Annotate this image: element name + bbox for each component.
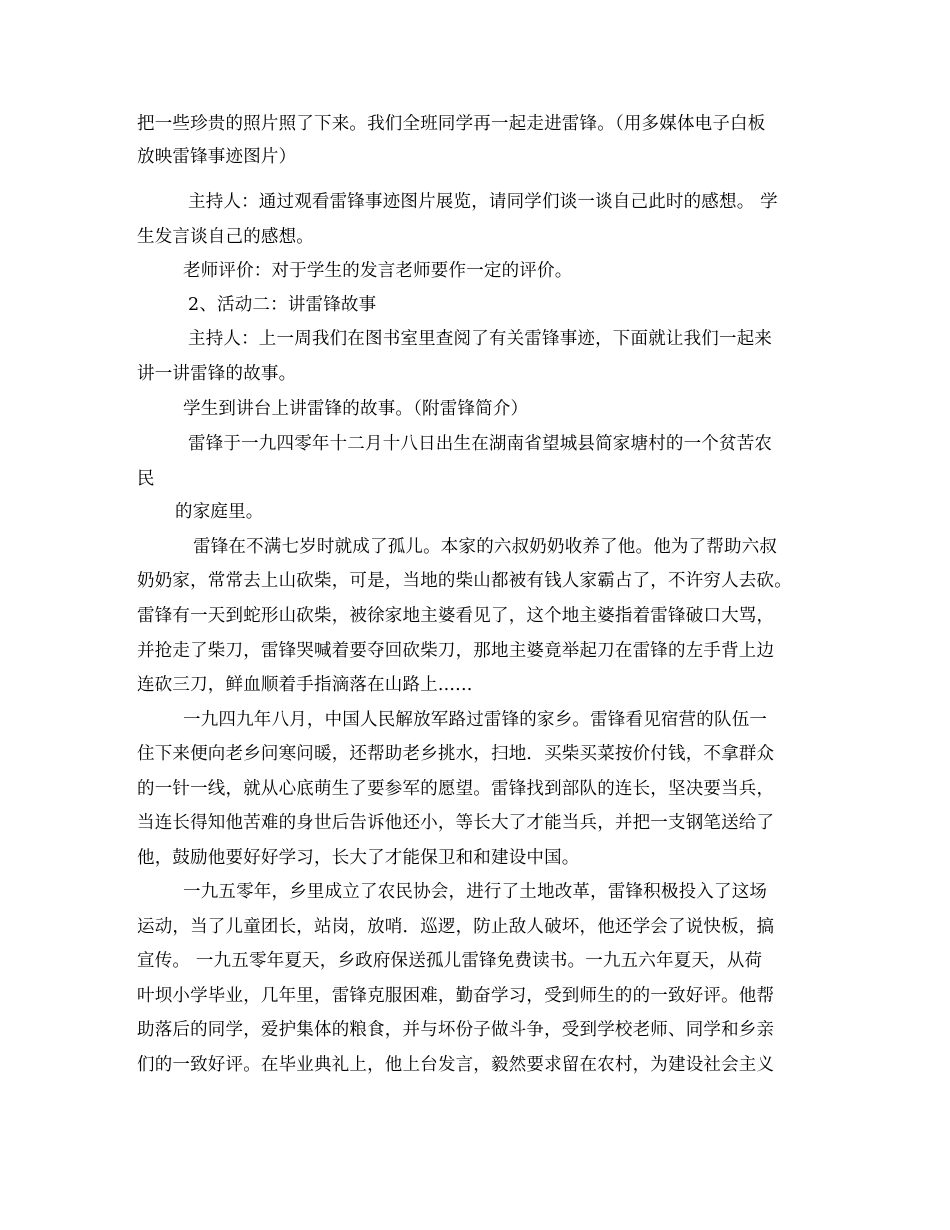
text-line: 住下来便向老乡问寒问暖，还帮助老乡挑水，扫地．买柴买菜按价付钱，不拿群众	[137, 744, 775, 764]
text-line: 的家庭里。	[175, 502, 264, 522]
text-line: 宣传。 一九五零年夏天，乡政府保送孤儿雷锋免费读书。一九五六年夏天，从荷	[137, 951, 763, 971]
text-line: 学生到讲台上讲雷锋的故事。（附雷锋简介）	[183, 399, 529, 419]
text-line: 生发言谈自己的感想。	[137, 227, 314, 247]
text-line: 奶奶家，常常去上山砍柴，可是，当地的柴山都被有钱人家霸占了，不许穷人去砍。	[137, 571, 792, 591]
text-line: 民	[137, 469, 155, 489]
text-line: 主持人：通过观看雷锋事迹图片展览，请同学们谈一谈自己此时的感想。 学	[188, 192, 778, 212]
text-line: 他，鼓励他要好好学习，长大了才能保卫和和建设中国。	[137, 848, 580, 868]
text-line: 老师评价：对于学生的发言老师要作一定的评价。	[183, 261, 573, 281]
text-line: 并抢走了柴刀，雷锋哭喊着要夺回砍柴刀，那地主婆竟举起刀在雷锋的左手背上边	[137, 641, 775, 661]
text-line: 主持人：上一周我们在图书室里查阅了有关雷锋事迹，下面就让我们一起来	[188, 329, 773, 349]
text-line: 一九五零年，乡里成立了农民协会，进行了土地改革，雷锋积极投入了这场	[183, 882, 768, 902]
text-line: 把一些珍贵的照片照了下来。我们全班同学再一起走进雷锋。（用多媒体电子白板	[137, 114, 766, 134]
text-line: 雷锋有一天到蛇形山砍柴，被徐家地主婆看见了，这个地主婆指着雷锋破口大骂，	[137, 606, 775, 626]
text-line: 助落后的同学，爱护集体的粮食，并与坏份子做斗争，受到学校老师、同学和乡亲	[137, 1020, 775, 1040]
text-line: 们的一致好评。在毕业典礼上，他上台发言，毅然要求留在农村，为建设社会主义	[137, 1055, 775, 1075]
text-line: 连砍三刀，鲜血顺着手指滴落在山路上......	[137, 675, 473, 695]
text-line: 放映雷锋事迹图片）	[137, 147, 297, 167]
text-line: 当连长得知他苦难的身世后告诉他还小，等长大了才能当兵，并把一支钢笔送给了	[137, 813, 775, 833]
text-line: 雷锋于一九四零年十二月十八日出生在湖南省望城县简家塘村的一个贫苦农	[188, 434, 773, 454]
text-line: 的一针一线，就从心底萌生了要参军的愿望。雷锋找到部队的连长，坚决要当兵，	[137, 779, 775, 799]
text-line: 叶坝小学毕业，几年里，雷锋克服困难，勤奋学习，受到师生的的一致好评。他帮	[137, 986, 775, 1006]
text-line: 雷锋在不满七岁时就成了孤儿。本家的六叔奶奶收养了他。他为了帮助六叔	[193, 537, 778, 557]
section-heading: 2、活动二：讲雷锋故事	[188, 295, 377, 315]
text-line: 讲一讲雷锋的故事。	[137, 364, 297, 384]
text-line: 运动，当了儿童团长，站岗，放哨．巡逻，防止敌人破坏，他还学会了说快板，搞	[137, 917, 775, 937]
text-line: 一九四九年八月，中国人民解放军路过雷锋的家乡。雷锋看见宿营的队伍一	[183, 710, 768, 730]
